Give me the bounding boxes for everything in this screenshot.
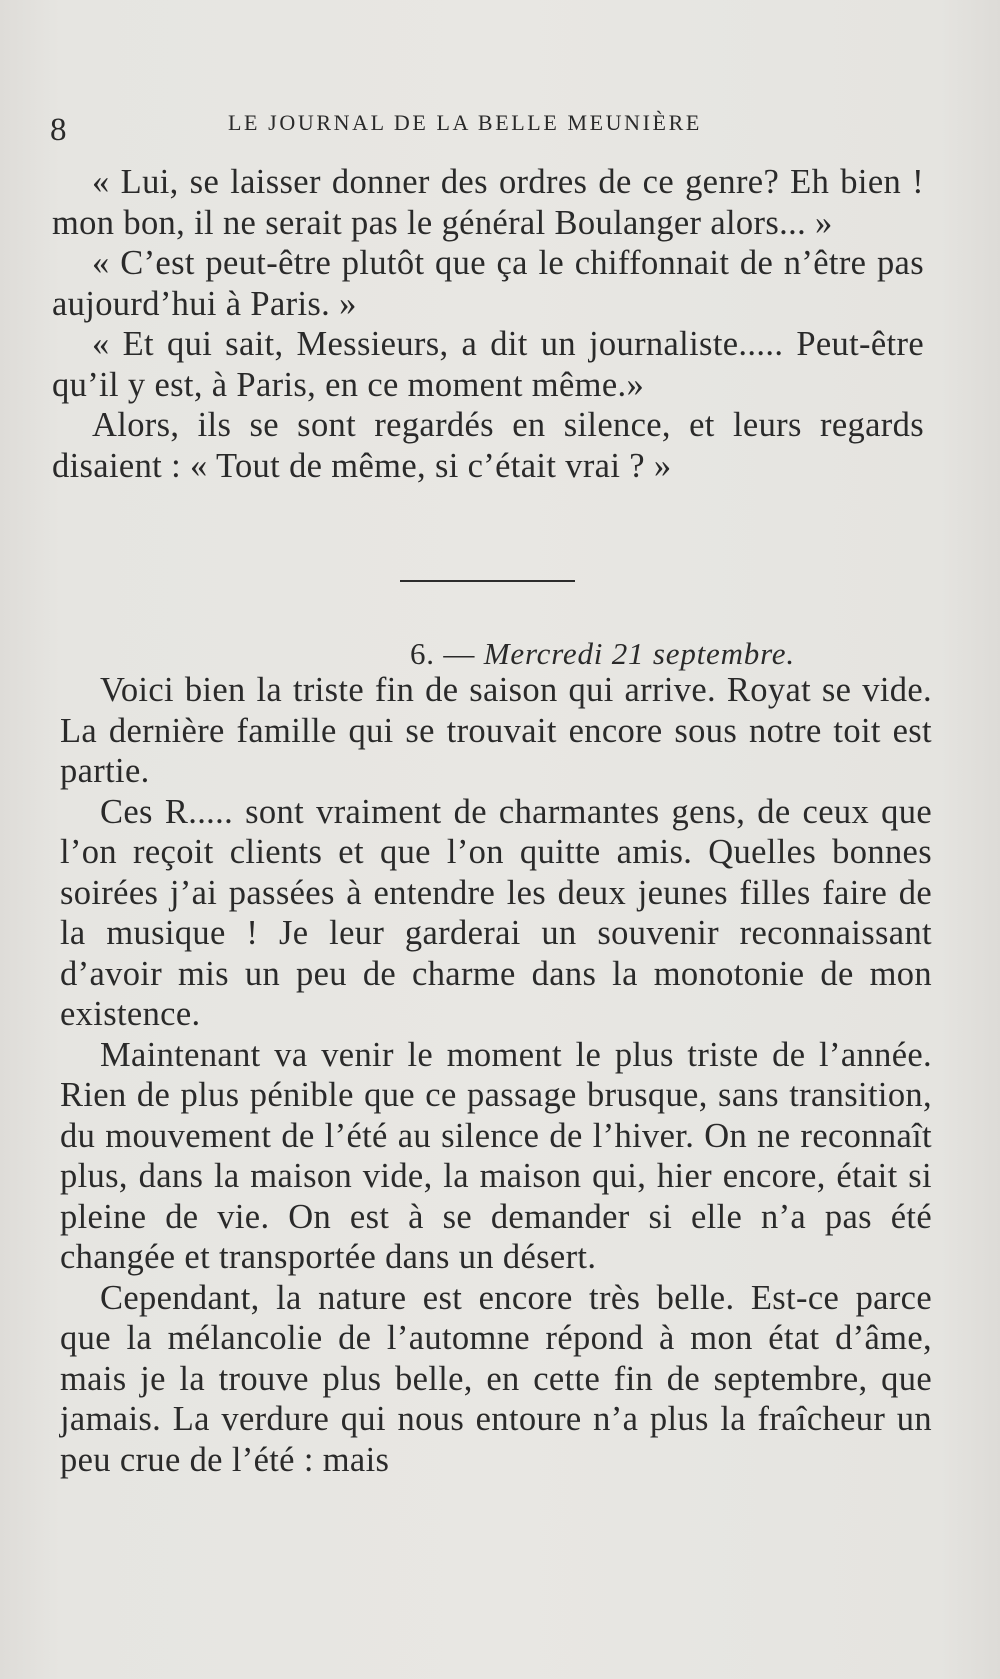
paragraph: Ces R..... sont vraiment de charmantes gens, de ceux que l’on reçoit clients et que l’on quitte amis. Quelles bonnes soirées j’ai passées à entendre les deux jeunes filles faire de la musique ! Je leur garderai un souvenir reconnaissant d’avoir mis un peu de charme dans la monotonie de mon existence. [60,792,932,1033]
running-title: LE JOURNAL DE LA BELLE MEUNIÈRE [228,110,702,135]
section-separator-rule [400,580,575,582]
dialogue-block [52,162,924,486]
paragraph: Voici bien la triste fin de saison qui arrive. Royat se vide. La dernière famille qui se trouvait encore sous notre toit est partie. [60,671,932,790]
entry-number: 6. — [410,636,476,671]
page-number: 8 [50,112,67,148]
paragraph: Alors, ils se sont regardés en silence, et leurs regards disaient : « Tout de même, si c’était vrai ? » [52,406,924,485]
entry-heading [410,638,795,669]
entry-date: Mercredi 21 septembre. [483,636,795,671]
paragraph: « C’est peut-être plutôt que ça le chiffonnait de n’être pas aujourd’hui à Paris. » [52,244,924,323]
paragraph: « Et qui sait, Messieurs, a dit un journaliste..... Peut-être qu’il y est, à Paris, en ce moment même.» [52,325,924,404]
diary-entry-body [60,670,932,1480]
paragraph: « Lui, se laisser donner des ordres de ce genre? Eh bien ! mon bon, il ne serait pas le général Boulanger alors... » [52,163,924,242]
paragraph: Maintenant va venir le moment le plus triste de l’année. Rien de plus pénible que ce passage brusque, sans transition, du mouvement de l’été au silence de l’hiver. On ne reconnaît plus, dans la maison vide, la maison qui, hier encore, était si pleine de vie. On est à se demander si elle n’a pas été changée et transportée dans un désert. [60,1035,932,1276]
paragraph: Cependant, la nature est encore très belle. Est-ce parce que la mélancolie de l’automne répond à mon état d’âme, mais je la trouve plus belle, en cette fin de septembre, que jamais. La verdure qui nous entoure n’a plus la fraîcheur un peu crue de l’été : mais [60,1278,932,1479]
page-header [50,108,930,148]
